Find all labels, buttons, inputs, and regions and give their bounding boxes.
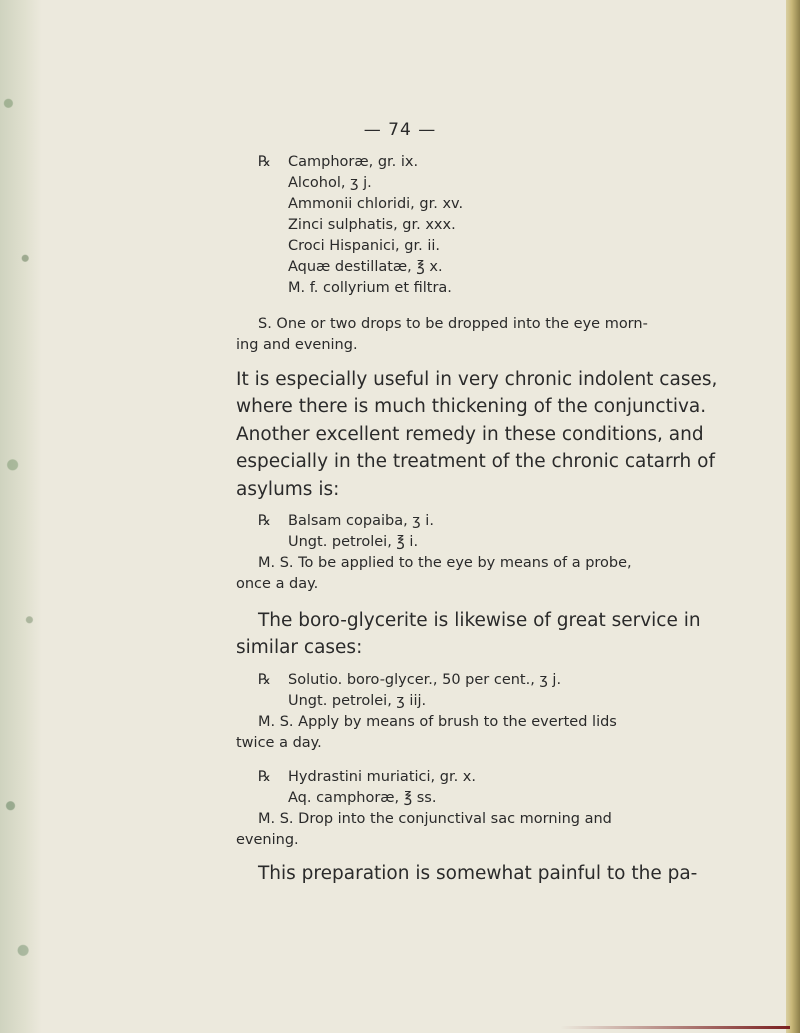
prescription-line: Ungt. petrolei, ʒ iij. xyxy=(288,693,427,709)
signa-line: evening. xyxy=(236,832,299,848)
page-number: — 74 — xyxy=(363,120,437,140)
body-text-line: The boro-glycerite is likewise of great service in xyxy=(258,610,701,631)
body-text-line: where there is much thickening of the conjunctiva. xyxy=(236,396,707,417)
page-gutter-edge xyxy=(0,0,42,1033)
prescription-line: Ungt. petrolei, ℥ i. xyxy=(288,534,419,550)
prescription-line: Alcohol, ʒ j. xyxy=(288,175,372,191)
prescription-line: Croci Hispanici, gr. ii. xyxy=(288,238,440,254)
signa-line: once a day. xyxy=(236,576,319,592)
prescription-3 xyxy=(258,670,561,712)
signa-line: M. S. To be applied to the eye by means of a probe, xyxy=(258,555,632,571)
body-text-line: It is especially useful in very chronic indolent cases, xyxy=(236,369,718,390)
prescription-line: Zinci sulphatis, gr. xxx. xyxy=(288,217,456,233)
body-text-line: Another excellent remedy in these conditions, and xyxy=(236,424,704,445)
rx-symbol: ℞ xyxy=(258,672,271,688)
signa-line: M. S. Drop into the conjunctival sac morning and xyxy=(258,811,612,827)
body-text-line: This preparation is somewhat painful to the pa- xyxy=(258,863,698,884)
prescription-1 xyxy=(258,152,463,299)
page-binding-edge xyxy=(786,0,800,1033)
rx-symbol: ℞ xyxy=(258,769,271,785)
signa-line: ing and evening. xyxy=(236,337,358,353)
prescription-line: Aq. camphoræ, ℥ ss. xyxy=(288,790,437,806)
prescription-line: Solutio. boro-glycer., 50 per cent., ʒ j. xyxy=(288,672,562,688)
prescription-2 xyxy=(258,511,434,553)
bottom-rule xyxy=(560,1026,790,1029)
signa-line: S. One or two drops to be dropped into the eye morn- xyxy=(258,316,648,332)
rx-symbol: ℞ xyxy=(258,513,271,529)
prescription-line: Hydrastini muriatici, gr. x. xyxy=(288,769,476,785)
body-text-line: asylums is: xyxy=(236,479,340,500)
prescription-line: Balsam copaiba, ʒ i. xyxy=(288,513,434,529)
signa-line: twice a day. xyxy=(236,735,322,751)
signa-line: M. S. Apply by means of brush to the everted lids xyxy=(258,714,617,730)
prescription-line: M. f. collyrium et filtra. xyxy=(288,280,452,296)
prescription-line: Aquæ destillatæ, ℥ x. xyxy=(288,259,443,275)
prescription-line: Ammonii chloridi, gr. xv. xyxy=(288,196,464,212)
rx-symbol: ℞ xyxy=(258,154,271,170)
prescription-4 xyxy=(258,767,476,809)
body-text-line: similar cases: xyxy=(236,637,363,658)
prescription-line: Camphoræ, gr. ix. xyxy=(288,154,419,170)
body-text-line: especially in the treatment of the chronic catarrh of xyxy=(236,451,715,472)
